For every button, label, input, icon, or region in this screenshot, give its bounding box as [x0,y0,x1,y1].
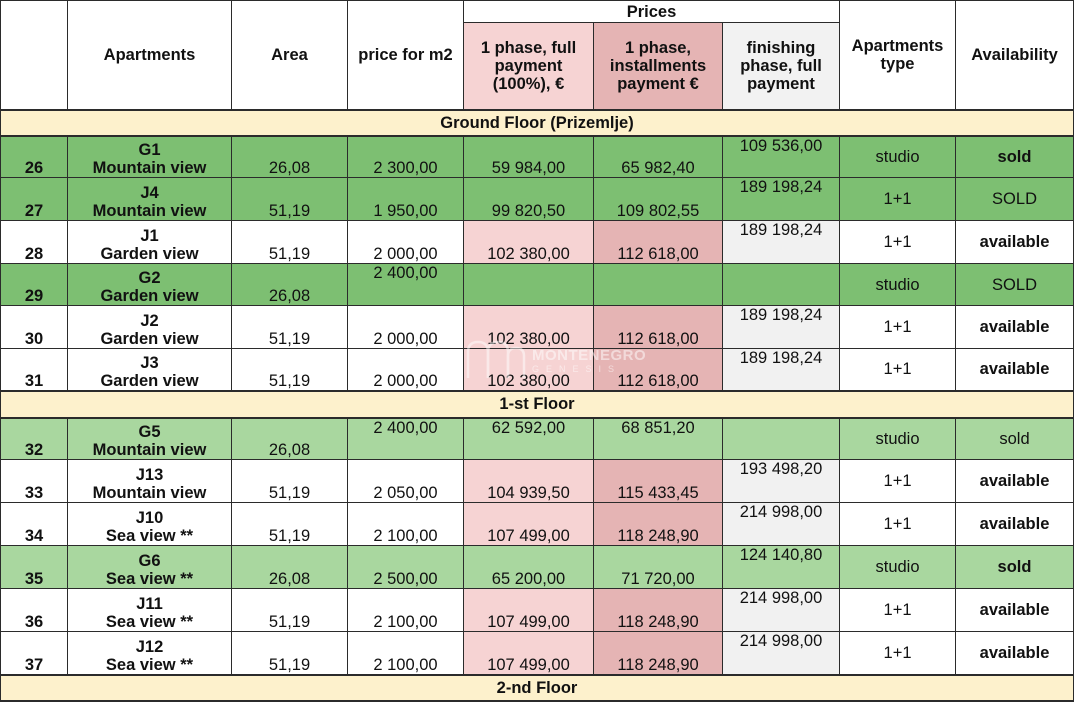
floor-ground-label: Ground Floor (Prizemlje) [1,110,1074,136]
apartment-cell [68,589,232,632]
apartment-view: Sea view ** [105,613,194,631]
table-row [1,503,1074,546]
phase1-installments-cell: 65 982,40 [594,136,723,178]
price-m2-cell: 2 100,00 [348,503,464,546]
finishing-cell: 189 198,24 [723,349,840,391]
price-m2-cell: 1 950,00 [348,178,464,221]
phase1-full-cell: 107 499,00 [464,632,594,675]
phase1-installments-cell: 118 248,90 [594,632,723,675]
apartment-code: J13 [135,466,164,484]
availability-cell: available [956,460,1074,503]
finishing-cell: 193 498,20 [723,460,840,503]
availability-cell: available [956,349,1074,391]
apartment-cell [68,632,232,675]
apartment-cell [68,546,232,589]
area-cell: 51,19 [232,178,348,221]
row-number: 35 [1,546,68,589]
type-cell: 1+1 [840,632,956,675]
apartment-view: Garden view [100,371,199,390]
apartment-cell [68,503,232,546]
header-area: Area [232,1,348,110]
header-phase1-full: 1 phase, full payment (100%), € [464,23,594,110]
apartment-code: J3 [140,353,159,372]
price-m2-cell: 2 300,00 [348,136,464,178]
table-row [1,178,1074,221]
header-phase1-installments: 1 phase, installments payment € [594,23,723,110]
phase1-full-cell: 59 984,00 [464,136,594,178]
finishing-cell: 189 198,24 [723,221,840,264]
phase1-full-cell: 65 200,00 [464,546,594,589]
type-cell: 1+1 [840,503,956,546]
apartment-code: J1 [140,227,159,245]
phase1-full-cell: 99 820,50 [464,178,594,221]
phase1-full-cell: 102 380,00 [464,349,594,391]
row-number: 36 [1,589,68,632]
type-cell: 1+1 [840,349,956,391]
finishing-cell [723,264,840,306]
apartment-view: Mountain view [92,484,207,502]
finishing-cell: 214 998,00 [723,503,840,546]
price-m2-cell: 2 000,00 [348,349,464,391]
apartment-cell [68,221,232,264]
phase1-installments-cell: 71 720,00 [594,546,723,589]
apartment-code: G6 [138,552,161,570]
area-cell: 51,19 [232,221,348,264]
type-cell: 1+1 [840,460,956,503]
type-cell: studio [840,136,956,178]
finishing-cell: 109 536,00 [723,136,840,178]
apartment-cell [68,306,232,349]
finishing-cell: 124 140,80 [723,546,840,589]
table-row [1,418,1074,460]
apartment-code: G1 [138,141,161,159]
apartment-view: Garden view [100,245,199,263]
type-cell: studio [840,264,956,306]
row-number: 34 [1,503,68,546]
phase1-full-cell: 107 499,00 [464,589,594,632]
apartment-view: Mountain view [92,159,207,177]
apartment-cell [68,264,232,306]
price-m2-cell: 2 000,00 [348,306,464,349]
area-cell: 26,08 [232,418,348,460]
price-m2-cell: 2 050,00 [348,460,464,503]
finishing-cell: 214 998,00 [723,632,840,675]
price-m2-cell: 2 400,00 [348,418,464,460]
area-cell: 51,19 [232,632,348,675]
floor-first-label: 1-st Floor [1,391,1074,418]
table-row [1,546,1074,589]
availability-cell: available [956,503,1074,546]
phase1-installments-cell: 109 802,55 [594,178,723,221]
row-number: 33 [1,460,68,503]
phase1-installments-cell: 118 248,90 [594,503,723,546]
table-row [1,264,1074,306]
type-cell: studio [840,418,956,460]
type-cell: 1+1 [840,306,956,349]
phase1-full-cell: 62 592,00 [464,418,594,460]
apartment-code: J2 [140,312,159,330]
availability-cell: sold [956,418,1074,460]
row-number: 27 [1,178,68,221]
price-m2-cell: 2 100,00 [348,632,464,675]
type-cell: 1+1 [840,589,956,632]
finishing-cell: 189 198,24 [723,178,840,221]
availability-cell: sold [956,546,1074,589]
apartment-view: Mountain view [92,202,207,220]
row-number: 26 [1,136,68,178]
header-prices-group: Prices [464,1,840,23]
apartment-code: J10 [135,509,164,527]
availability-cell: available [956,632,1074,675]
apartment-view: Mountain view [92,441,207,459]
availability-cell: available [956,221,1074,264]
area-cell: 51,19 [232,460,348,503]
area-cell: 51,19 [232,306,348,349]
row-number: 32 [1,418,68,460]
apartment-code: J11 [136,595,163,613]
apartment-view: Garden view [100,287,199,305]
phase1-full-cell [464,264,594,306]
apartment-cell [68,178,232,221]
price-m2-cell: 2 100,00 [348,589,464,632]
apartment-cell [68,418,232,460]
table-row [1,632,1074,675]
apartment-cell [68,136,232,178]
phase1-installments-cell: 68 851,20 [594,418,723,460]
header-type: Apartments type [840,1,956,110]
phase1-installments-cell: 118 248,90 [594,589,723,632]
type-cell: 1+1 [840,178,956,221]
table-row [1,306,1074,349]
apartment-view: Sea view ** [105,655,194,674]
availability-cell: SOLD [956,178,1074,221]
apartment-code: J12 [135,637,164,656]
apartment-view: Sea view ** [105,527,194,545]
phase1-full-cell: 102 380,00 [464,221,594,264]
finishing-cell [723,418,840,460]
apartment-view: Garden view [100,330,199,348]
phase1-installments-cell [594,264,723,306]
table-row [1,221,1074,264]
price-m2-cell: 2 000,00 [348,221,464,264]
area-cell: 26,08 [232,546,348,589]
row-number: 29 [1,264,68,306]
availability-cell: available [956,589,1074,632]
header-apartments: Apartments [68,1,232,110]
apartment-view: Sea view ** [105,570,194,588]
header-price-m2: price for m2 [348,1,464,110]
row-number: 30 [1,306,68,349]
table-row [1,136,1074,178]
phase1-full-cell: 102 380,00 [464,306,594,349]
row-number: 31 [1,349,68,391]
type-cell: 1+1 [840,221,956,264]
price-m2-cell: 2 500,00 [348,546,464,589]
apartment-cell [68,349,232,391]
phase1-installments-cell: 115 433,45 [594,460,723,503]
watermark-title: MONTENEGRO [532,346,647,364]
availability-cell: sold [956,136,1074,178]
header-availability: Availability [956,1,1074,110]
phase1-installments-cell: 112 618,00 [594,349,723,391]
type-cell: studio [840,546,956,589]
watermark-subtitle: GENESIS [532,363,622,374]
area-cell: 26,08 [232,264,348,306]
apartment-cell [68,460,232,503]
table-row [1,460,1074,503]
phase1-full-cell: 104 939,50 [464,460,594,503]
finishing-cell: 214 998,00 [723,589,840,632]
availability-cell: SOLD [956,264,1074,306]
header-finishing: finishing phase, full payment [723,23,840,110]
area-cell: 51,19 [232,503,348,546]
apartment-code: J4 [140,184,159,202]
row-number: 28 [1,221,68,264]
table-row [1,349,1074,391]
area-cell: 26,08 [232,136,348,178]
availability-cell: available [956,306,1074,349]
header-number [1,1,68,110]
area-cell: 51,19 [232,589,348,632]
phase1-full-cell: 107 499,00 [464,503,594,546]
phase1-installments-cell: 112 618,00 [594,306,723,349]
apartment-code: G5 [138,423,161,441]
row-number: 37 [1,632,68,675]
floor-second-label: 2-nd Floor [1,675,1074,701]
finishing-cell: 189 198,24 [723,306,840,349]
price-m2-cell: 2 400,00 [348,264,464,306]
table-row [1,589,1074,632]
area-cell: 51,19 [232,349,348,391]
apartment-code: G2 [138,269,161,287]
phase1-installments-cell: 112 618,00 [594,221,723,264]
